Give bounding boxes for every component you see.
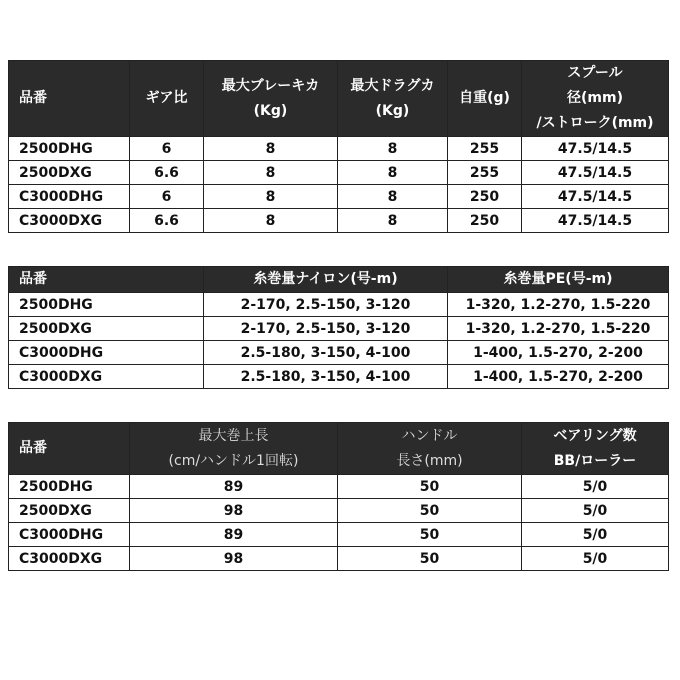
- spec-table-gear: [8, 60, 669, 233]
- cell-weight: 250: [448, 185, 522, 209]
- cell-model: 2500DXG: [9, 499, 130, 523]
- header-pe-capacity: 糸巻量PE(号-m): [448, 267, 669, 293]
- header-line: (cm/ハンドル1回転): [168, 452, 299, 469]
- cell-pe: 1-320, 1.2-270, 1.5-220: [448, 293, 669, 317]
- header-line: 最大ブレーキカ: [221, 77, 320, 94]
- table-header-row: [9, 423, 669, 475]
- cell-gear-ratio: 6.6: [130, 161, 204, 185]
- cell-model: C3000DHG: [9, 523, 130, 547]
- table-row: [9, 547, 669, 571]
- cell-drag: 8: [338, 137, 448, 161]
- header-gear-ratio: ギア比: [130, 61, 204, 137]
- header-handle-length: [338, 423, 522, 475]
- cell-handle: 50: [338, 475, 522, 499]
- header-line: (Kg): [253, 102, 288, 119]
- header-nylon-capacity: 糸巻量ナイロン(号-m): [204, 267, 448, 293]
- cell-retrieve: 89: [130, 523, 338, 547]
- header-model: 品番: [9, 423, 130, 475]
- header-line: 長さ(mm): [396, 452, 463, 469]
- cell-drag: 8: [338, 161, 448, 185]
- cell-model: 2500DXG: [9, 161, 130, 185]
- table-row: [9, 293, 669, 317]
- header-line: BB/ローラー: [553, 452, 637, 469]
- cell-gear-ratio: 6: [130, 185, 204, 209]
- header-max-brake-force: [204, 61, 338, 137]
- cell-nylon: 2-170, 2.5-150, 3-120: [204, 317, 448, 341]
- header-model: 品番: [9, 267, 204, 293]
- cell-pe: 1-320, 1.2-270, 1.5-220: [448, 317, 669, 341]
- cell-model: C3000DXG: [9, 365, 204, 389]
- cell-bearings: 5/0: [522, 475, 669, 499]
- cell-brake: 8: [204, 185, 338, 209]
- cell-nylon: 2-170, 2.5-150, 3-120: [204, 293, 448, 317]
- cell-spool: 47.5/14.5: [522, 161, 669, 185]
- table-row: [9, 317, 669, 341]
- cell-brake: 8: [204, 137, 338, 161]
- cell-retrieve: 98: [130, 499, 338, 523]
- table-header-row: [9, 267, 669, 293]
- table-row: [9, 341, 669, 365]
- header-model: 品番: [9, 61, 130, 137]
- header-line: /ストローク(mm): [536, 115, 654, 131]
- table-row: [9, 523, 669, 547]
- header-spool: [522, 61, 669, 137]
- cell-gear-ratio: 6: [130, 137, 204, 161]
- header-line: (Kg): [375, 102, 410, 119]
- cell-weight: 250: [448, 209, 522, 233]
- header-weight: 自重(g): [448, 61, 522, 137]
- cell-nylon: 2.5-180, 3-150, 4-100: [204, 341, 448, 365]
- cell-model: 2500DHG: [9, 293, 204, 317]
- cell-model: C3000DHG: [9, 341, 204, 365]
- header-line: ベアリング数: [553, 427, 637, 444]
- cell-weight: 255: [448, 161, 522, 185]
- header-line: スプール: [567, 65, 623, 81]
- table-header-row: [9, 61, 669, 137]
- cell-brake: 8: [204, 161, 338, 185]
- cell-model: 2500DXG: [9, 317, 204, 341]
- cell-spool: 47.5/14.5: [522, 137, 669, 161]
- cell-weight: 255: [448, 137, 522, 161]
- cell-model: C3000DXG: [9, 547, 130, 571]
- cell-model: 2500DHG: [9, 137, 130, 161]
- cell-bearings: 5/0: [522, 523, 669, 547]
- cell-gear-ratio: 6.6: [130, 209, 204, 233]
- table-row: [9, 161, 669, 185]
- header-max-drag-force: [338, 61, 448, 137]
- cell-pe: 1-400, 1.5-270, 2-200: [448, 341, 669, 365]
- cell-spool: 47.5/14.5: [522, 185, 669, 209]
- cell-model: 2500DHG: [9, 475, 130, 499]
- cell-bearings: 5/0: [522, 547, 669, 571]
- cell-handle: 50: [338, 499, 522, 523]
- cell-nylon: 2.5-180, 3-150, 4-100: [204, 365, 448, 389]
- header-line: 径(mm): [567, 90, 623, 106]
- cell-drag: 8: [338, 209, 448, 233]
- cell-drag: 8: [338, 185, 448, 209]
- header-line: ハンドル: [401, 427, 458, 444]
- table-row: [9, 475, 669, 499]
- header-line: 最大巻上長: [198, 427, 269, 444]
- header-max-retrieve: [130, 423, 338, 475]
- table-row: [9, 137, 669, 161]
- table-row: [9, 209, 669, 233]
- table-row: [9, 185, 669, 209]
- cell-spool: 47.5/14.5: [522, 209, 669, 233]
- cell-handle: 50: [338, 523, 522, 547]
- cell-retrieve: 98: [130, 547, 338, 571]
- spec-table-retrieve: [8, 422, 669, 571]
- cell-model: C3000DHG: [9, 185, 130, 209]
- cell-bearings: 5/0: [522, 499, 669, 523]
- header-bearings: [522, 423, 669, 475]
- cell-model: C3000DXG: [9, 209, 130, 233]
- table-row: [9, 365, 669, 389]
- header-line: 最大ドラグカ: [350, 77, 435, 94]
- spec-table-line-capacity: [8, 266, 669, 389]
- cell-handle: 50: [338, 547, 522, 571]
- cell-pe: 1-400, 1.5-270, 2-200: [448, 365, 669, 389]
- cell-retrieve: 89: [130, 475, 338, 499]
- table-row: [9, 499, 669, 523]
- cell-brake: 8: [204, 209, 338, 233]
